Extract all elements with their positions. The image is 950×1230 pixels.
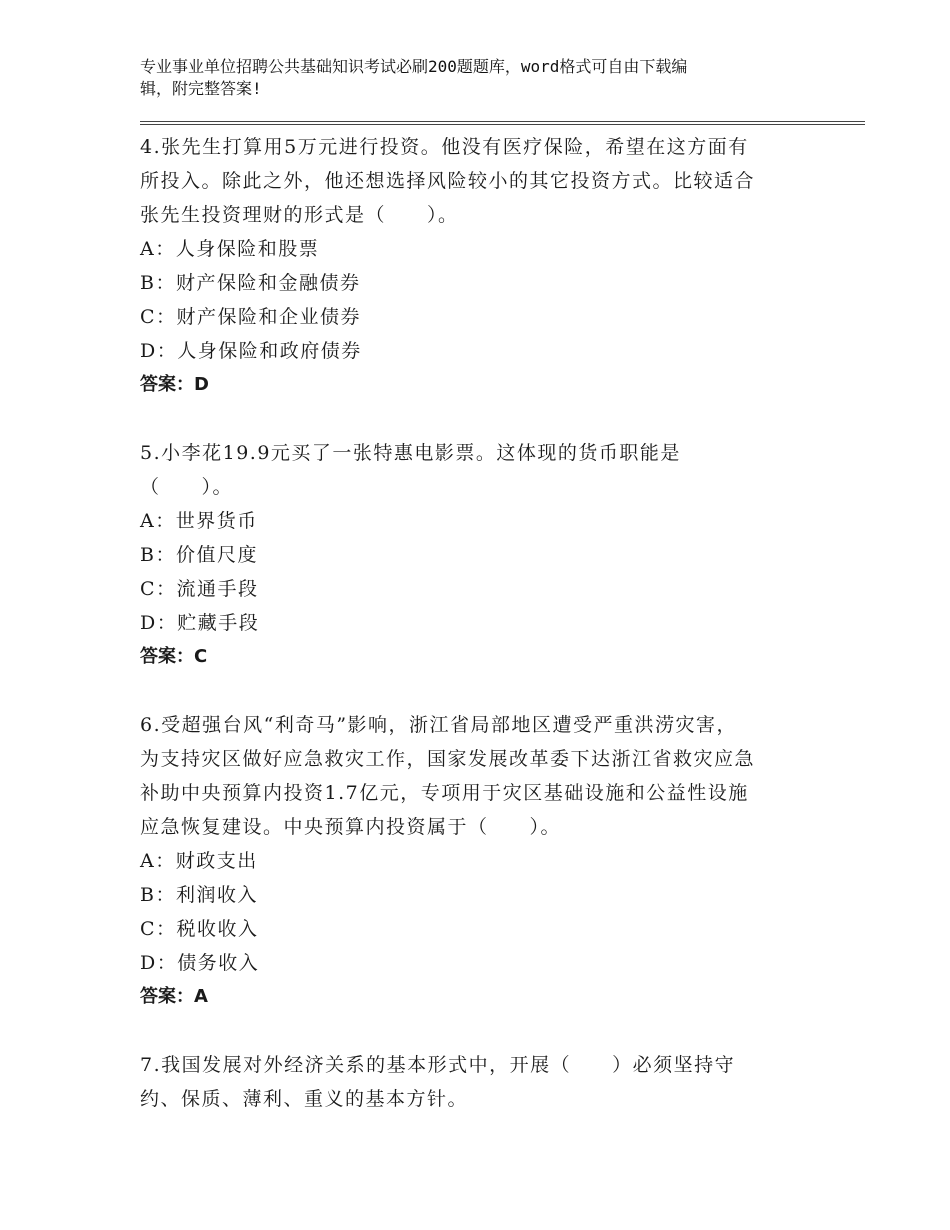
- option-d: D：债务收入: [140, 952, 260, 974]
- option-b: B：利润收入: [140, 884, 258, 906]
- answer-label: 答案：A: [140, 986, 208, 1007]
- answer-label: 答案：C: [140, 646, 208, 667]
- option-c: C：财产保险和企业债券: [140, 306, 362, 328]
- header-line-1: 专业事业单位招聘公共基础知识考试必刷200题题库，word格式可自由下载编: [140, 57, 688, 76]
- question-list: [140, 130, 820, 1150]
- option-d: D：人身保险和政府债券: [140, 340, 362, 362]
- question-text: 张先生投资理财的形式是（ ）。: [140, 204, 459, 226]
- option-a: A：世界货币: [140, 510, 258, 532]
- option-b: B：财产保险和金融债券: [140, 272, 361, 294]
- option-a: A：人身保险和股票: [140, 238, 320, 260]
- header-rule-top: [140, 121, 865, 122]
- question-text: 4.张先生打算用5万元进行投资。他没有医疗保险，希望在这方面有: [140, 136, 749, 158]
- question-text: 5.小李花19.9元买了一张特惠电影票。这体现的货币职能是: [140, 442, 681, 464]
- option-a: A：财政支出: [140, 850, 258, 872]
- question-7: [140, 1048, 820, 1116]
- question-text: 所投入。除此之外，他还想选择风险较小的其它投资方式。比较适合: [140, 170, 756, 192]
- document-header: [140, 56, 800, 100]
- question-text: 约、保质、薄利、重义的基本方针。: [140, 1088, 469, 1110]
- question-text: 7.我国发展对外经济关系的基本形式中，开展（ ）必须坚持守: [140, 1054, 736, 1076]
- question-text: （ ）。: [140, 476, 234, 498]
- option-c: C：税收收入: [140, 918, 259, 940]
- question-6: [140, 708, 820, 1014]
- option-c: C：流通手段: [140, 578, 259, 600]
- header-rule-bottom: [140, 124, 865, 125]
- question-text: 应急恢复建设。中央预算内投资属于（ ）。: [140, 816, 562, 838]
- question-text: 6.受超强台风“利奇马”影响，浙江省局部地区遭受严重洪涝灾害，: [140, 714, 738, 736]
- option-d: D：贮藏手段: [140, 612, 260, 634]
- question-5: [140, 436, 820, 674]
- header-line-2: 辑，附完整答案!: [140, 79, 262, 98]
- answer-label: 答案：D: [140, 374, 209, 395]
- option-b: B：价值尺度: [140, 544, 258, 566]
- question-4: [140, 130, 820, 402]
- question-text: 为支持灾区做好应急救灾工作，国家发展改革委下达浙江省救灾应急: [140, 748, 756, 770]
- question-text: 补助中央预算内投资1.7亿元，专项用于灾区基础设施和公益性设施: [140, 782, 749, 804]
